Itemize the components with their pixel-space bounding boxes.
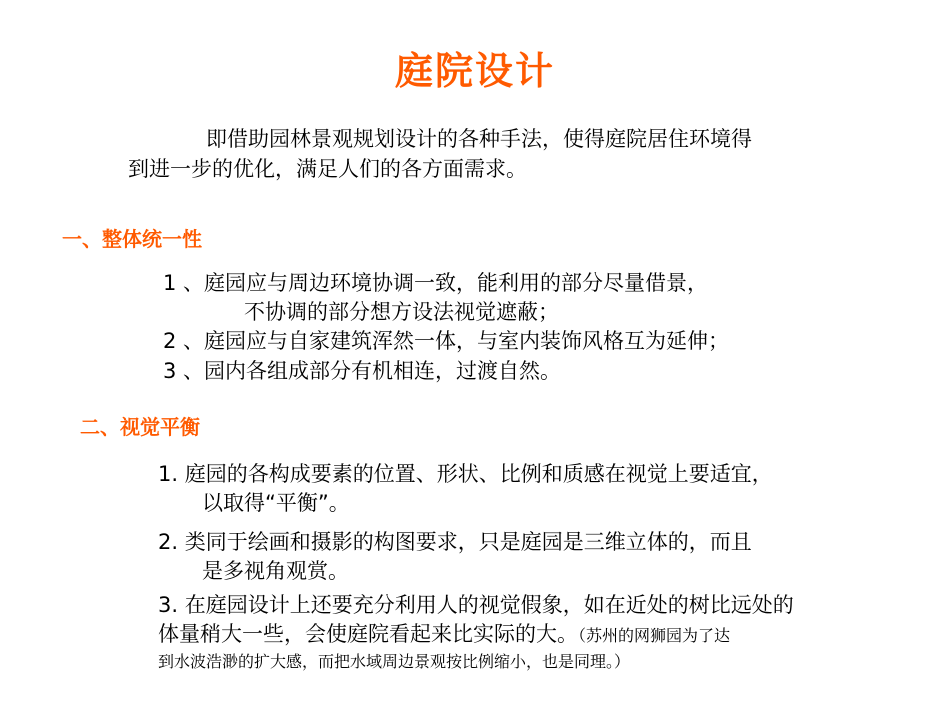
balance-item-3-text: 体量稍大一些，会使庭院看起来比实际的大。 [158,622,578,646]
intro-line-1: 即借助园林景观规划设计的各种手法，使得庭院居住环境得 [206,127,752,151]
page-title: 庭院设计 [394,49,555,93]
unity-item-1-line-1: 1 、庭园应与周边环境协调一致，能利用的部分尽量借景， [163,271,709,295]
unity-item-1-line-2: 不协调的部分想方设法视觉遮蔽； [244,300,559,324]
balance-item-1-line-2: 以取得“平衡”。 [202,491,350,515]
balance-item-3-note-line-2: 到水波浩渺的扩大感，而把水域周边景观按比例缩小，也是同理。） [158,652,631,671]
balance-item-3-note: （苏州的网狮园为了达 [578,626,731,645]
balance-item-3-line-2 [158,619,730,651]
section-heading-balance: 二、视觉平衡 [80,415,200,439]
balance-item-1-line-1: 1. 庭园的各构成要素的位置、形状、比例和质感在视觉上要适宜， [158,462,773,486]
balance-item-2-line-1: 2. 类同于绘画和摄影的构图要求，只是庭园是三维立体的，而且 [158,530,752,554]
balance-item-2-line-2: 是多视角观赏。 [202,559,349,583]
balance-item-3-line-1: 3. 在庭园设计上还要充分利用人的视觉假象，如在近处的树比远处的 [158,593,794,617]
unity-item-3: 3 、园内各组成部分有机相连，过渡自然。 [163,359,562,383]
intro-line-2: 到进一步的优化，满足人们的各方面需求。 [128,157,527,181]
unity-item-2: 2 、庭园应与自家建筑浑然一体，与室内装饰风格互为延伸； [163,329,730,353]
section-heading-unity: 一、整体统一性 [62,227,202,251]
